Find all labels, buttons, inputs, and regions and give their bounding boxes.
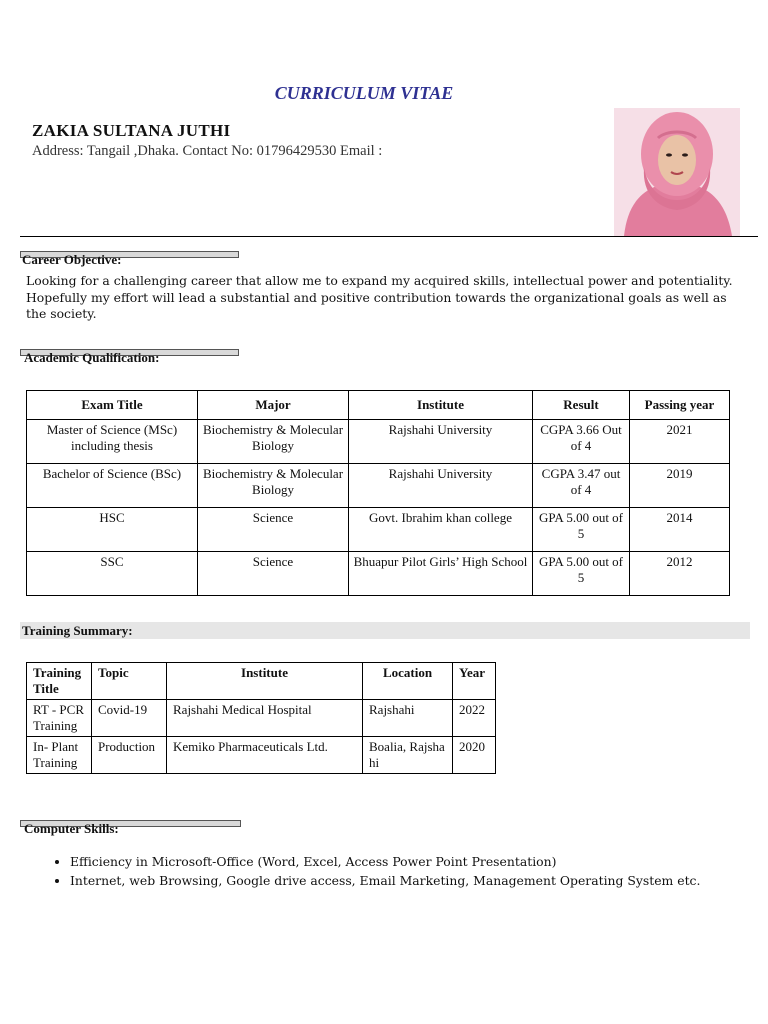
table-cell: 2012 xyxy=(630,552,730,596)
academic-col-major: Major xyxy=(198,391,349,420)
table-cell: HSC xyxy=(27,508,198,552)
table-cell: Kemiko Pharmaceuticals Ltd. xyxy=(167,737,363,774)
table-cell: Govt. Ibrahim khan college xyxy=(349,508,533,552)
academic-header-row xyxy=(27,391,730,420)
table-cell: GPA 5.00 out of 5 xyxy=(533,508,630,552)
table-cell: SSC xyxy=(27,552,198,596)
training-col-year: Year xyxy=(453,663,496,700)
address-line: Address: Tangail ,Dhaka. Contact No: 01796429530 Email : xyxy=(32,143,383,159)
academic-col-institute: Institute xyxy=(349,391,533,420)
table-cell: Science xyxy=(198,508,349,552)
table-cell: 2021 xyxy=(630,420,730,464)
table-row xyxy=(27,508,730,552)
training-header-row xyxy=(27,663,496,700)
training-col-topic: Topic xyxy=(92,663,167,700)
table-row xyxy=(27,420,730,464)
training-table xyxy=(26,662,496,774)
table-row xyxy=(27,737,496,774)
academic-col-year: Passing year xyxy=(630,391,730,420)
academic-heading: Academic Qualification: xyxy=(24,350,160,365)
table-cell: Rajshahi Medical Hospital xyxy=(167,700,363,737)
list-item: • Efficiency in Microsoft-Office (Word, Excel, Access Power Point Presentation) xyxy=(70,852,768,871)
table-cell: Boalia, Rajshahi xyxy=(363,737,453,774)
table-cell: Bhuapur Pilot Girls’ High School xyxy=(349,552,533,596)
table-cell: 2020 xyxy=(453,737,496,774)
table-cell: GPA 5.00 out of 5 xyxy=(533,552,630,596)
skills-list xyxy=(30,852,768,890)
table-cell: In- Plant Training xyxy=(27,737,92,774)
profile-photo xyxy=(614,108,740,236)
training-col-institute: Institute xyxy=(167,663,363,700)
training-heading: Training Summary: xyxy=(22,623,133,638)
table-row xyxy=(27,552,730,596)
academic-col-exam: Exam Title xyxy=(27,391,198,420)
table-cell: Rajshahi xyxy=(363,700,453,737)
table-cell: CGPA 3.66 Out of 4 xyxy=(533,420,630,464)
table-cell: CGPA 3.47 out of 4 xyxy=(533,464,630,508)
candidate-name: ZAKIA SULTANA JUTHI xyxy=(32,121,231,140)
career-heading: Career Objective: xyxy=(22,252,122,267)
table-cell: Rajshahi University xyxy=(349,420,533,464)
career-objective-text: Looking for a challenging career that allow me to expand my acquired skills, intellectual power and potentiality. Hopefully my effort will lead a substantial and positive contribution towards the organizational goals as well as the society. xyxy=(26,273,733,321)
skills-heading: Computer Skills: xyxy=(24,821,119,836)
cv-title: CURRICULUM VITAE xyxy=(274,83,454,103)
academic-table xyxy=(26,390,730,596)
table-cell: 2022 xyxy=(453,700,496,737)
table-cell: Science xyxy=(198,552,349,596)
table-cell: RT - PCR Training xyxy=(27,700,92,737)
academic-col-result: Result xyxy=(533,391,630,420)
table-cell: 2014 xyxy=(630,508,730,552)
list-item: • Internet, web Browsing, Google drive access, Email Marketing, Management Operating System etc. xyxy=(70,871,768,890)
table-cell: Master of Science (MSc) including thesis xyxy=(27,420,198,464)
table-cell: Covid-19 xyxy=(92,700,167,737)
table-cell: Biochemistry & Molecular Biology xyxy=(198,420,349,464)
table-cell: 2019 xyxy=(630,464,730,508)
training-col-location: Location xyxy=(363,663,453,700)
table-row xyxy=(27,700,496,737)
table-cell: Rajshahi University xyxy=(349,464,533,508)
table-cell: Biochemistry & Molecular Biology xyxy=(198,464,349,508)
table-cell: Bachelor of Science (BSc) xyxy=(27,464,198,508)
table-row xyxy=(27,464,730,508)
training-col-title: Training Title xyxy=(27,663,92,700)
table-cell: Production xyxy=(92,737,167,774)
header-divider xyxy=(20,236,758,237)
